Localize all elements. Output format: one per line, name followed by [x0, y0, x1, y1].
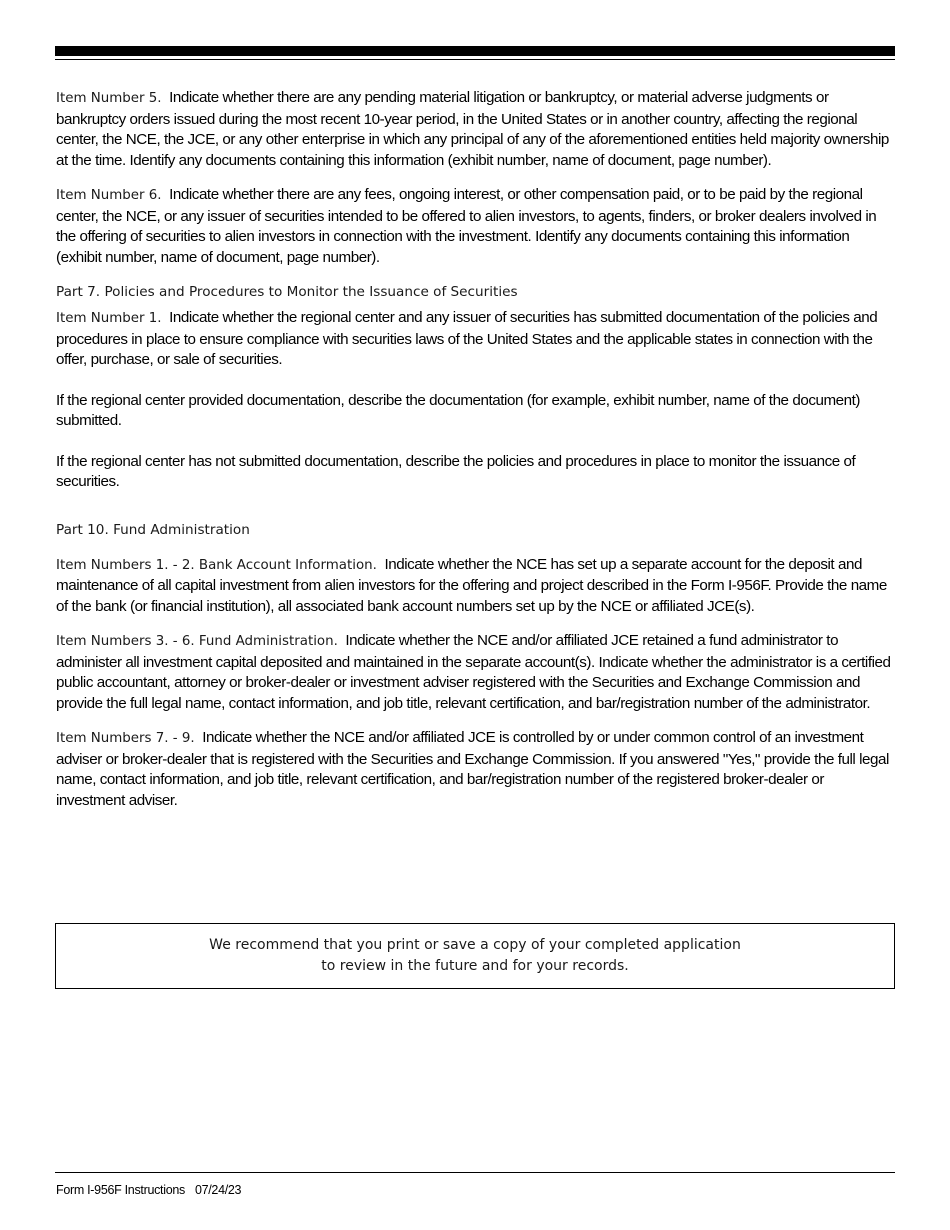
- item-6-text: Indicate whether there are any fees, ongoing interest, or other compensation paid, or to be paid by the regional center, the NCE, or any issuer of securities intended to be offered to alien investors, to agents, finders, or broker dealers involved in the offering of securities to alien investors in connection with the investment. Identify any documents containing this information (exhibit number, name of document, page number).: [56, 186, 877, 266]
- instructions-body: [56, 88, 892, 811]
- items-3-6-label: Item Numbers 3. - 6. Fund Administration.: [56, 634, 338, 649]
- save-copy-notice: [55, 923, 895, 989]
- items-7-9-paragraph: [56, 728, 892, 811]
- items-3-6-paragraph: [56, 631, 892, 714]
- items-1-2-text: Indicate whether the NCE has set up a separate account for the deposit and maintenance of all capital investment from alien investors for the offering and project described in the Form I-956F. Provide the name of the bank (or financial institution), all associated bank account numbers set up by the NCE or affiliated JCE(s).: [56, 555, 887, 615]
- documentation-not-submitted-paragraph: If the regional center has not submitted documentation, describe the policies and procedures in place to monitor the issuance of securities.: [56, 452, 856, 490]
- items-7-9-text: Indicate whether the NCE and/or affiliated JCE is controlled by or under common control of an investment adviser or broker-dealer that is registered with the Securities and Exchange Commission. If you answered "Yes," provide the full legal name, contact information, and job title, relevant certification, and bar/registration number of the registered broker-dealer or investment adviser.: [56, 729, 889, 809]
- part-7-heading: Part 7. Policies and Procedures to Monitor the Issuance of Securities: [56, 284, 518, 300]
- notice-line-1: We recommend that you print or save a copy of your completed application: [209, 937, 741, 953]
- items-7-9-label: Item Numbers 7. - 9.: [56, 731, 195, 746]
- part-7-item-1-label: Item Number 1.: [56, 311, 162, 326]
- notice-line-2: to review in the future and for your records.: [321, 958, 629, 974]
- footer-form-name: Form I-956F Instructions: [56, 1183, 185, 1197]
- items-1-2-label: Item Numbers 1. - 2. Bank Account Information.: [56, 557, 377, 573]
- item-6-paragraph: [56, 185, 892, 268]
- part-7-item-1-text: Indicate whether the regional center and any issuer of securities has submitted documentation of the policies and procedures in place to ensure compliance with securities laws of the United States and the applicable states in connection with the offer, purchase, or sale of securities.: [56, 309, 878, 368]
- item-5-text: Indicate whether there are any pending material litigation or bankruptcy, or material adverse judgments or bankruptcy orders issued during the most recent 10-year period, in the United States or in another country, affecting the regional center, the NCE, the JCE, or any other enterprise in which any principal of any of the aforementioned entities held majority ownership at the time. Identify any documents containing this information (exhibit number, name of document, page number).: [56, 89, 889, 169]
- items-3-6-text: Indicate whether the NCE and/or affiliated JCE retained a fund administrator to administer all investment capital deposited and maintained in the separate account(s). Indicate whether the administrator is a certified public accountant, attorney or broker-dealer or investment adviser registered with the Securities and Exchange Commission and provide the full legal name, contact information, and job title, relevant certification, and bar/registration number of the administrator.: [56, 632, 891, 712]
- items-1-2-paragraph: [56, 555, 892, 618]
- footer-rule: [55, 1172, 895, 1173]
- header-rule-thin: [55, 59, 895, 60]
- page-footer: [56, 1183, 241, 1197]
- header-rule-thick: [55, 46, 895, 56]
- footer-date: 07/24/23: [194, 1183, 242, 1197]
- item-5-label: Item Number 5.: [56, 91, 162, 106]
- item-5-paragraph: [56, 88, 892, 171]
- part-7-item-1-paragraph: [56, 308, 892, 371]
- item-6-label: Item Number 6.: [56, 188, 162, 203]
- documentation-provided-paragraph: If the regional center provided documentation, describe the documentation (for example, exhibit number, name of the document) submitted.: [56, 391, 861, 429]
- part-10-heading: Part 10. Fund Administration: [56, 521, 250, 538]
